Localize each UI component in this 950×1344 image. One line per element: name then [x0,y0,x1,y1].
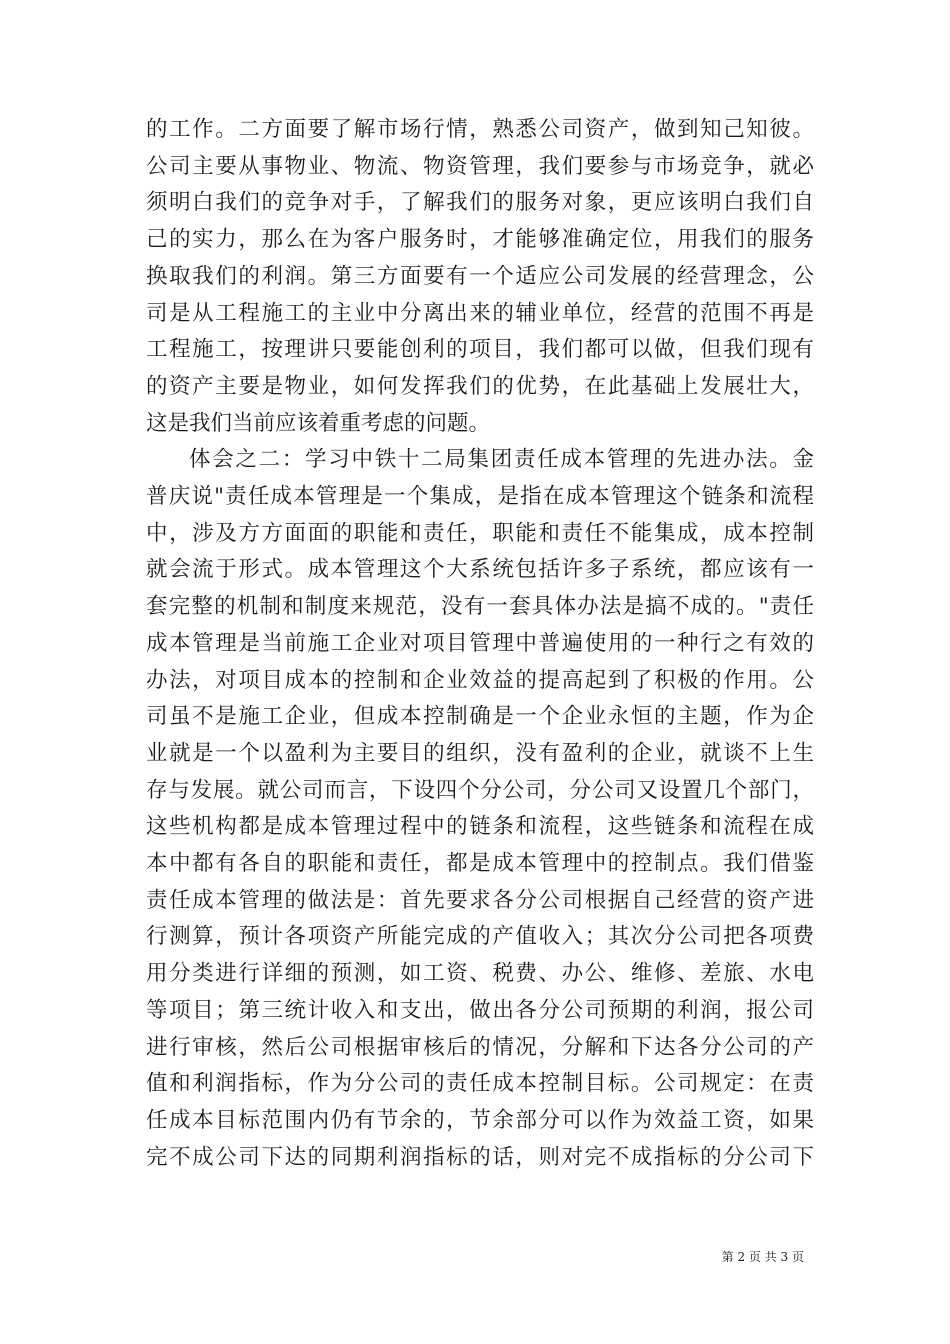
text-line: 办法，对项目成本的控制和企业效益的提高起到了积极的作用。公 [146,667,814,693]
text-line: 公司主要从事物业、物流、物资管理，我们要参与市场竞争，就必 [146,153,814,179]
text-line: 等项目；第三统计收入和支出，做出各分公司预期的利润，报公司 [146,997,814,1023]
text-line: 就会流于形式。成本管理这个大系统包括许多子系统，都应该有一 [146,557,814,583]
page-number-footer: 第 2 页 共 3 页 [721,1250,804,1264]
text-line: 换取我们的利润。第三方面要有一个适应公司发展的经营理念，公 [146,263,814,289]
text-line: 己的实力，那么在为客户服务时，才能够准确定位，用我们的服务 [146,227,814,253]
text-line: 工程施工，按理讲只要能创利的项目，我们都可以做，但我们现有 [146,337,814,363]
text-line: 成本管理是当前施工企业对项目管理中普遍使用的一种行之有效的 [146,630,814,656]
text-line: 值和利润指标，作为分公司的责任成本控制目标。公司规定：在责 [146,1071,814,1097]
text-line: 业就是一个以盈利为主要目的组织，没有盈利的企业，就谈不上生 [146,740,814,766]
text-line: 用分类进行详细的预测，如工资、税费、办公、维修、差旅、水电 [146,961,814,987]
paragraph-2 [146,442,814,1176]
text-line: 的资产主要是物业，如何发挥我们的优势，在此基础上发展壮大， [146,373,814,399]
text-line: 中，涉及方方面面的职能和责任，职能和责任不能集成，成本控制 [146,520,814,546]
text-line: 这些机构都是成本管理过程中的链条和流程，这些链条和流程在成 [146,814,814,840]
text-line: 完不成公司下达的同期利润指标的话，则对完不成指标的分公司下 [146,1144,814,1170]
paragraph-1 [146,112,814,442]
text-line: 司是从工程施工的主业中分离出来的辅业单位，经营的范围不再是 [146,300,814,326]
text-line: 行测算，预计各项资产所能完成的产值收入；其次分公司把各项费 [146,924,814,950]
text-line: 体会之二：学习中铁十二局集团责任成本管理的先进办法。金 [189,447,814,473]
text-line: 责任成本管理的做法是：首先要求各分公司根据自己经营的资产进 [146,887,814,913]
text-line: 存与发展。就公司而言，下设四个分公司，分公司又设置几个部门， [146,777,814,803]
text-line: 司虽不是施工企业，但成本控制确是一个企业永恒的主题，作为企 [146,704,814,730]
text-line: 套完整的机制和制度来规范，没有一套具体办法是搞不成的。"责任 [146,594,814,620]
text-line: 的工作。二方面要了解市场行情，熟悉公司资产，做到知己知彼。 [146,117,814,142]
text-line: 进行审核，然后公司根据审核后的情况，分解和下达各分公司的产 [146,1034,814,1060]
text-line: 普庆说"责任成本管理是一个集成，是指在成本管理这个链条和流程 [146,484,814,510]
text-line: 须明白我们的竞争对手，了解我们的服务对象，更应该明白我们自 [146,190,814,216]
body-text [146,112,814,1176]
text-line: 本中都有各自的职能和责任，都是成本管理中的控制点。我们借鉴 [146,851,814,877]
text-line: 这是我们当前应该着重考虑的问题。 [146,410,491,436]
text-line: 任成本目标范围内仍有节余的，节余部分可以作为效益工资，如果 [146,1107,814,1133]
